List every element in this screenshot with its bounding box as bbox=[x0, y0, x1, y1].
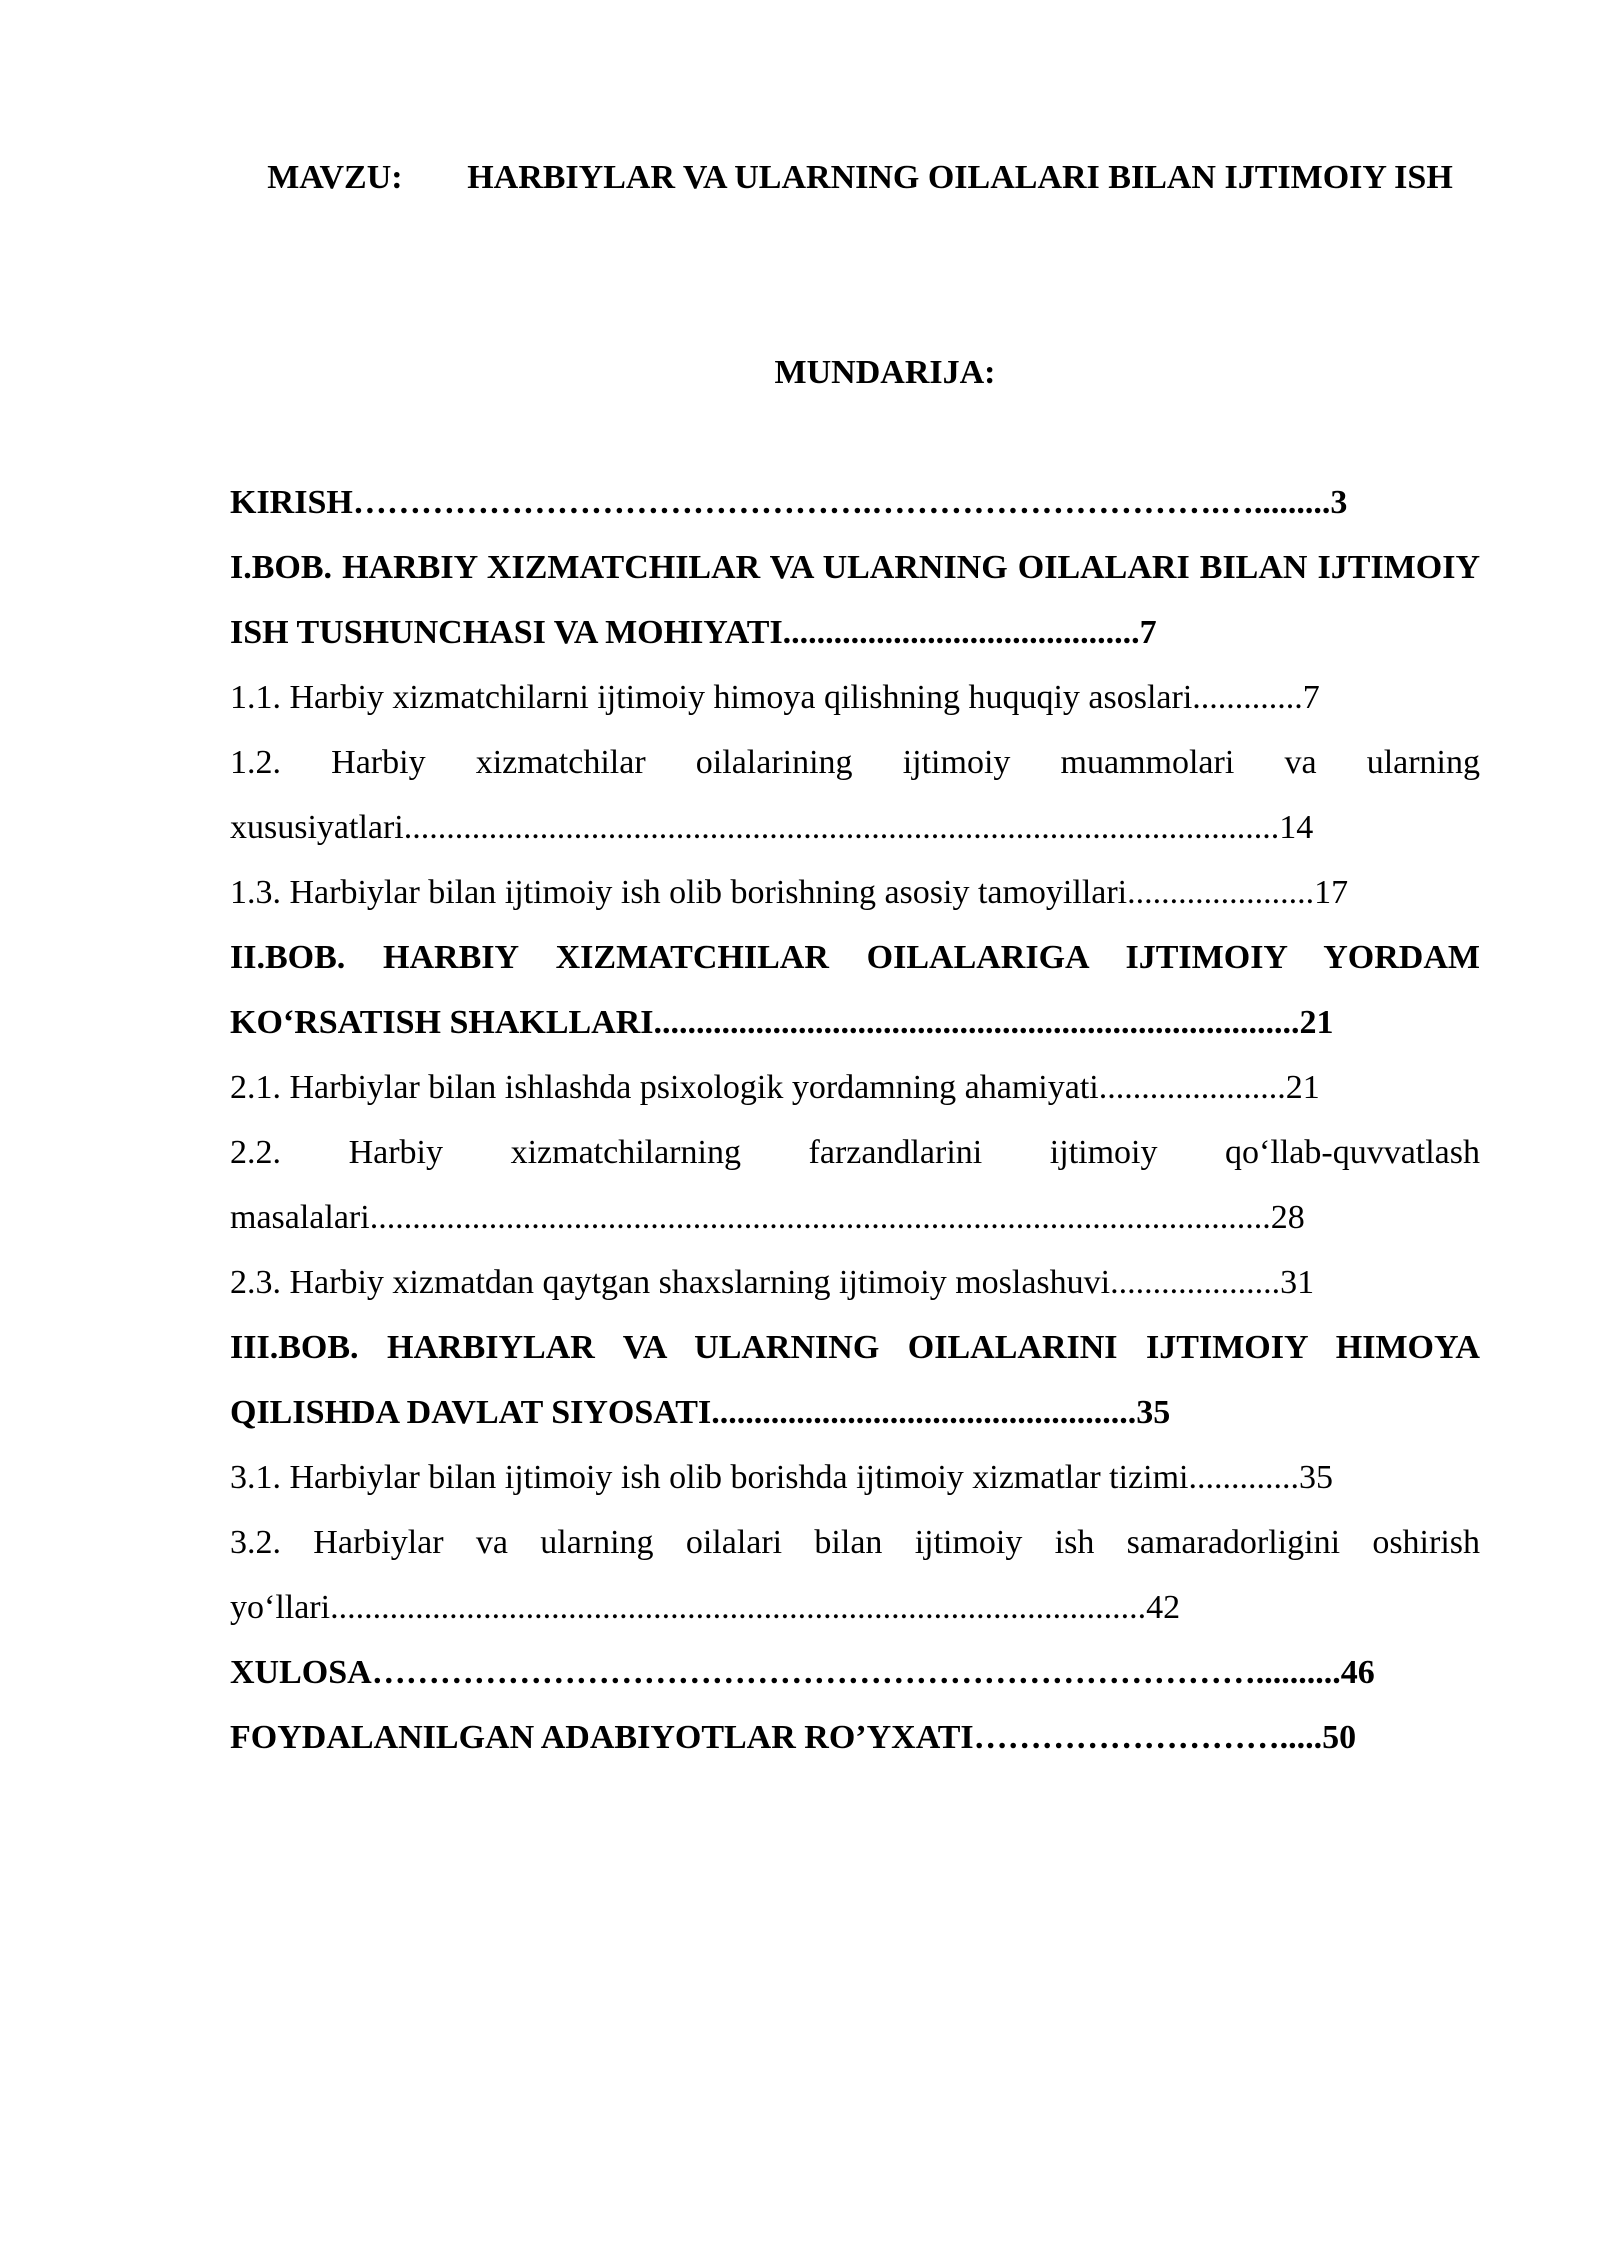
toc-entry-1-1: 1.1. Harbiy xizmatchilarni ijtimoiy himoya qilishning huquqiy asoslari.............7 bbox=[230, 679, 1320, 716]
toc-entry-1-2: 1.2. Harbiy xizmatchilar oilalarining ijtimoiy muammolari va ularning xususiyatlari.......................................................................................................14 bbox=[230, 744, 1480, 846]
toc-entry-2-2: 2.2. Harbiy xizmatchilarning farzandlarini ijtimoiy qo‘llab-quvvatlash masalalari..........................................................................................................28 bbox=[230, 1134, 1480, 1236]
document-page bbox=[230, 0, 1480, 2262]
toc-heading: MUNDARIJA: bbox=[774, 354, 996, 391]
toc-entry-references: FOYDALANILGAN ADABIYOTLAR RO’YXATI……………………….....50 bbox=[230, 1719, 1357, 1756]
toc-entry-2-3: 2.3. Harbiy xizmatdan qaytgan shaxslarning ijtimoiy moslashuvi....................31 bbox=[230, 1264, 1315, 1301]
toc-entry-1-3: 1.3. Harbiylar bilan ijtimoiy ish olib borishning asosiy tamoyillari......................17 bbox=[230, 874, 1349, 911]
toc-entry-3-2: 3.2. Harbiylar va ularning oilalari bilan ijtimoiy ish samaradorligini oshirish yo‘llari................................................................................................42 bbox=[230, 1524, 1480, 1626]
toc-entry-3-1: 3.1. Harbiylar bilan ijtimoiy ish olib borishda ijtimoiy xizmatlar tizimi.............35 bbox=[230, 1459, 1333, 1496]
toc-entry-xulosa: XULOSA……………………………………………………………………..........46 bbox=[230, 1654, 1375, 1691]
topic-title: HARBIYLAR VA ULARNING OILALARI BILAN IJTIMOIY ISH bbox=[467, 159, 1453, 196]
toc-entry-chapter-3: III.BOB. HARBIYLAR VA ULARNING OILALARINI IJTIMOIY HIMOYA QILISHDA DAVLAT SIYOSATI..................................................35 bbox=[230, 1329, 1480, 1431]
toc-entry-kirish: KIRISH……………………………………….………………………….….........3 bbox=[230, 484, 1348, 521]
toc-entry-chapter-2: II.BOB. HARBIY XIZMATCHILAR OILALARIGA IJTIMOIY YORDAM KO‘RSATISH SHAKLLARI............................................................................21 bbox=[230, 939, 1480, 1041]
topic-heading bbox=[230, 145, 1480, 210]
toc-entry-chapter-1: I.BOB. HARBIY XIZMATCHILAR VA ULARNING OILALARI BILAN IJTIMOIY ISH TUSHUNCHASI VA MOHIYATI..........................................7 bbox=[230, 549, 1480, 651]
table-of-contents bbox=[230, 470, 1480, 1770]
topic-label: MAVZU: bbox=[267, 159, 403, 196]
toc-entry-2-1: 2.1. Harbiylar bilan ishlashda psixologik yordamning ahamiyati......................21 bbox=[230, 1069, 1320, 1106]
